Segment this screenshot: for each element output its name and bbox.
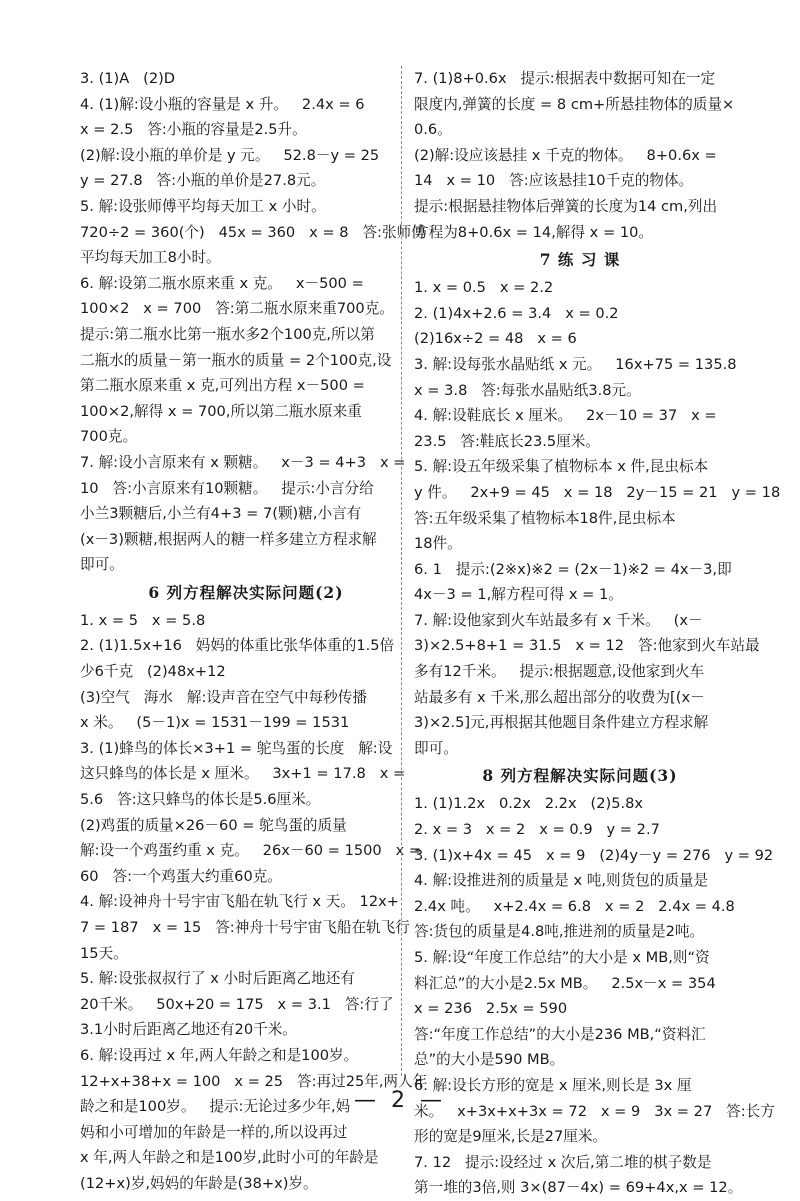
text-line: 2. (1)1.5x+16 妈妈的体重比张华体重的1.5倍 (80, 637, 395, 655)
text-line: 100×2,解得 x = 700,所以第二瓶水原来重 (80, 402, 362, 420)
text-line: (2)解:设小瓶的单价是 y 元。 52.8－y = 25 (80, 146, 380, 164)
text-line: 限度内,弹簧的长度 = 8 cm+所悬挂物体的质量× (414, 95, 735, 113)
page-number: — 2 — (354, 1088, 446, 1113)
text-line: 即可。 (80, 556, 124, 574)
column-divider (401, 66, 402, 1076)
text-line: 5. 解:设张师傅平均每天加工 x 小时。 (80, 197, 326, 215)
text-line: 7. (1)8+0.6x 提示:根据表中数据可知在一定 (414, 70, 716, 87)
text-line: 1. x = 0.5 x = 2.2 (414, 279, 554, 297)
text-line: 3. (1)A (2)D (80, 70, 176, 87)
text-line: 700克。 (80, 428, 138, 446)
text-line: x = 2.5 答:小瓶的容量是2.5升。 (80, 121, 307, 139)
section-heading: 8 列方程解决实际问题(3) (482, 766, 678, 786)
text-line: 3. (1)蜂鸟的体长×3+1 = 鸵鸟蛋的长度 解:设 (80, 739, 393, 757)
text-line: 料汇总”的大小是2.5x MB。 2.5x－x = 354 (414, 974, 716, 992)
text-line: 妈和小可增加的年龄是一样的,所以设再过 (80, 1123, 348, 1141)
text-line: 3)×2.5]元,再根据其他题目条件建立方程求解 (414, 714, 709, 732)
text-line: 二瓶水的质量－第一瓶水的质量 = 2个100克,设 (80, 351, 392, 369)
text-line: 1. (1)1.2x 0.2x 2.2x (2)5.8x (414, 795, 644, 813)
text-line: 5. 解:设“年度工作总结”的大小是 x MB,则“资 (414, 949, 710, 966)
text-line: 方程为8+0.6x = 14,解得 x = 10。 (414, 223, 653, 241)
text-line: 1. x = 5 x = 5.8 (80, 611, 206, 629)
text-line: 即可。 (414, 739, 458, 757)
text-line: 4x－3 = 1,解方程可得 x = 1。 (414, 586, 623, 604)
text-line: 10 答:小言原来有10颗糖。 提示:小言分给 (80, 479, 374, 497)
text-line: 3.1小时后距离乙地还有20千米。 (80, 1021, 297, 1039)
text-line: 3)×2.5+8+1 = 31.5 x = 12 答:他家到火车站最 (414, 637, 760, 655)
text-line: 米。 x+3x+x+3x = 72 x = 9 3x = 27 答:长方 (414, 1102, 775, 1120)
text-line: x 年,两人年龄之和是100岁,此时小可的年龄是 (80, 1149, 379, 1167)
text-line: 14 x = 10 答:应该悬挂10千克的物体。 (414, 172, 694, 190)
text-line: 形的宽是9厘米,长是27厘米。 (414, 1128, 608, 1146)
text-line: 答:货包的质量是4.8吨,推进剂的质量是2吨。 (414, 923, 705, 941)
text-line: (12+x)岁,妈妈的年龄是(38+x)岁。 (80, 1174, 318, 1192)
text-line: 6. 1 提示:(2※x)※2 = (2x－1)※2 = 4x－3,即 (414, 560, 732, 578)
text-line: 7. 解:设他家到火车站最多有 x 千米。 (x－ (414, 611, 703, 629)
text-line: 龄之和是100岁。 提示:无论过多少年,妈 (80, 1098, 351, 1116)
text-line: 20千米。 50x+20 = 175 x = 3.1 答:行了 (80, 995, 394, 1013)
text-line: 3. (1)x+4x = 45 x = 9 (2)4y－y = 276 y = 92 (414, 846, 774, 864)
text-line: (x－3)颗糖,根据两人的糖一样多建立方程求解 (80, 530, 377, 548)
text-line: 7 = 187 x = 15 答:神舟十号宇宙飞船在轨飞行 (80, 919, 410, 936)
text-line: 这只蜂鸟的体长是 x 厘米。 3x+1 = 17.8 x = (80, 765, 406, 783)
text-line: 4. 解:设鞋底长 x 厘米。 2x－10 = 37 x = (414, 407, 717, 425)
text-line: 提示:第二瓶水比第一瓶水多2个100克,所以第 (80, 325, 375, 343)
text-line: 第一堆的3倍,则 3×(87－4x) = 69+4x,x = 12。 (414, 1179, 743, 1197)
text-line: 提示:根据悬挂物体后弹簧的长度为14 cm,列出 (414, 197, 718, 215)
text-line: x = 3.8 答:每张水晶贴纸3.8元。 (414, 381, 641, 399)
text-line: 多有12千米。 提示:根据题意,设他家到火车 (414, 663, 705, 681)
text-line: 0.6。 (414, 121, 452, 139)
text-line: 5. 解:设五年级采集了植物标本 x 件,昆虫标本 (414, 458, 709, 476)
text-line: 2. (1)4x+2.6 = 3.4 x = 0.2 (414, 304, 619, 322)
text-line: y 件。 2x+9 = 45 x = 18 2y－15 = 21 y = 18 (414, 483, 781, 501)
text-line: 4. 解:设推进剂的质量是 x 吨,则货包的质量是 (414, 872, 709, 890)
text-line: (3)空气 海水 解:设声音在空气中每秒传播 (80, 688, 367, 706)
right-column (414, 66, 781, 1201)
text-line: 720÷2 = 360(个) 45x = 360 x = 8 答:张师傅 (80, 223, 426, 241)
text-line: x = 236 2.5x = 590 (414, 1000, 568, 1018)
text-line: 12+x+38+x = 100 x = 25 答:再过25年,两人年 (80, 1072, 428, 1090)
text-line: 7. 解:设小言原来有 x 颗糖。 x－3 = 4+3 x = (80, 453, 406, 471)
text-line: 100×2 x = 700 答:第二瓶水原来重700克。 (80, 300, 394, 318)
text-line: 4. 解:设神舟十号宇宙飞船在轨飞行 x 天。 12x+ (80, 893, 399, 911)
text-line: 2. x = 3 x = 2 x = 0.9 y = 2.7 (414, 821, 660, 839)
text-line: 23.5 答:鞋底长23.5厘米。 (414, 432, 600, 450)
text-line: y = 27.8 答:小瓶的单价是27.8元。 (80, 172, 326, 190)
text-line: 解:设一个鸡蛋约重 x 克。 26x－60 = 1500 x = (80, 842, 422, 860)
text-line: 答:“年度工作总结”的大小是236 MB,“资料汇 (414, 1025, 706, 1043)
text-line: 5. 解:设张叔叔行了 x 小时后距离乙地还有 (80, 970, 355, 988)
text-line: 站最多有 x 千米,那么超出部分的收费为[(x－ (414, 688, 705, 706)
text-line: 18件。 (414, 535, 462, 553)
text-line: 5.6 答:这只蜂鸟的体长是5.6厘米。 (80, 791, 321, 809)
text-line: x 米。 (5－1)x = 1531－199 = 1531 (80, 714, 350, 732)
text-line: 第二瓶水原来重 x 克,可列出方程 x－500 = (80, 377, 365, 395)
text-line: 平均每天加工8小时。 (80, 249, 221, 267)
text-line: 60 答:一个鸡蛋大约重60克。 (80, 867, 282, 885)
text-line: 6. 解:设再过 x 年,两人年龄之和是100岁。 (80, 1046, 359, 1064)
text-line: 3. 解:设每张水晶贴纸 x 元。 16x+75 = 135.8 (414, 355, 737, 373)
section-heading: 7 练 习 课 (539, 250, 621, 270)
text-line: 总”的大小是590 MB。 (414, 1051, 565, 1069)
text-line: (2)16x÷2 = 48 x = 6 (414, 330, 577, 348)
text-line: 少6千克 (2)48x+12 (80, 663, 226, 681)
text-line: 小兰3颗糖后,小兰有4+3 = 7(颗)糖,小言有 (80, 505, 362, 523)
text-line: (2)鸡蛋的质量×26－60 = 鸵鸟蛋的质量 (80, 816, 347, 834)
left-column (80, 66, 428, 1197)
text-line: 6. 解:设长方形的宽是 x 厘米,则长是 3x 厘 (414, 1076, 692, 1094)
text-line: (2)解:设应该悬挂 x 千克的物体。 8+0.6x = (414, 146, 717, 164)
section-heading: 6 列方程解决实际问题(2) (148, 582, 344, 602)
text-line: 4. (1)解:设小瓶的容量是 x 升。 2.4x = 6 (80, 95, 365, 113)
text-line: 15天。 (80, 944, 128, 962)
text-line: 6. 解:设第二瓶水原来重 x 克。 x－500 = (80, 274, 364, 292)
text-line: 2.4x 吨。 x+2.4x = 6.8 x = 2 2.4x = 4.8 (414, 897, 735, 915)
text-line: 答:五年级采集了植物标本18件,昆虫标本 (414, 509, 676, 527)
text-line: 7. 12 提示:设经过 x 次后,第二堆的棋子数是 (414, 1153, 712, 1171)
